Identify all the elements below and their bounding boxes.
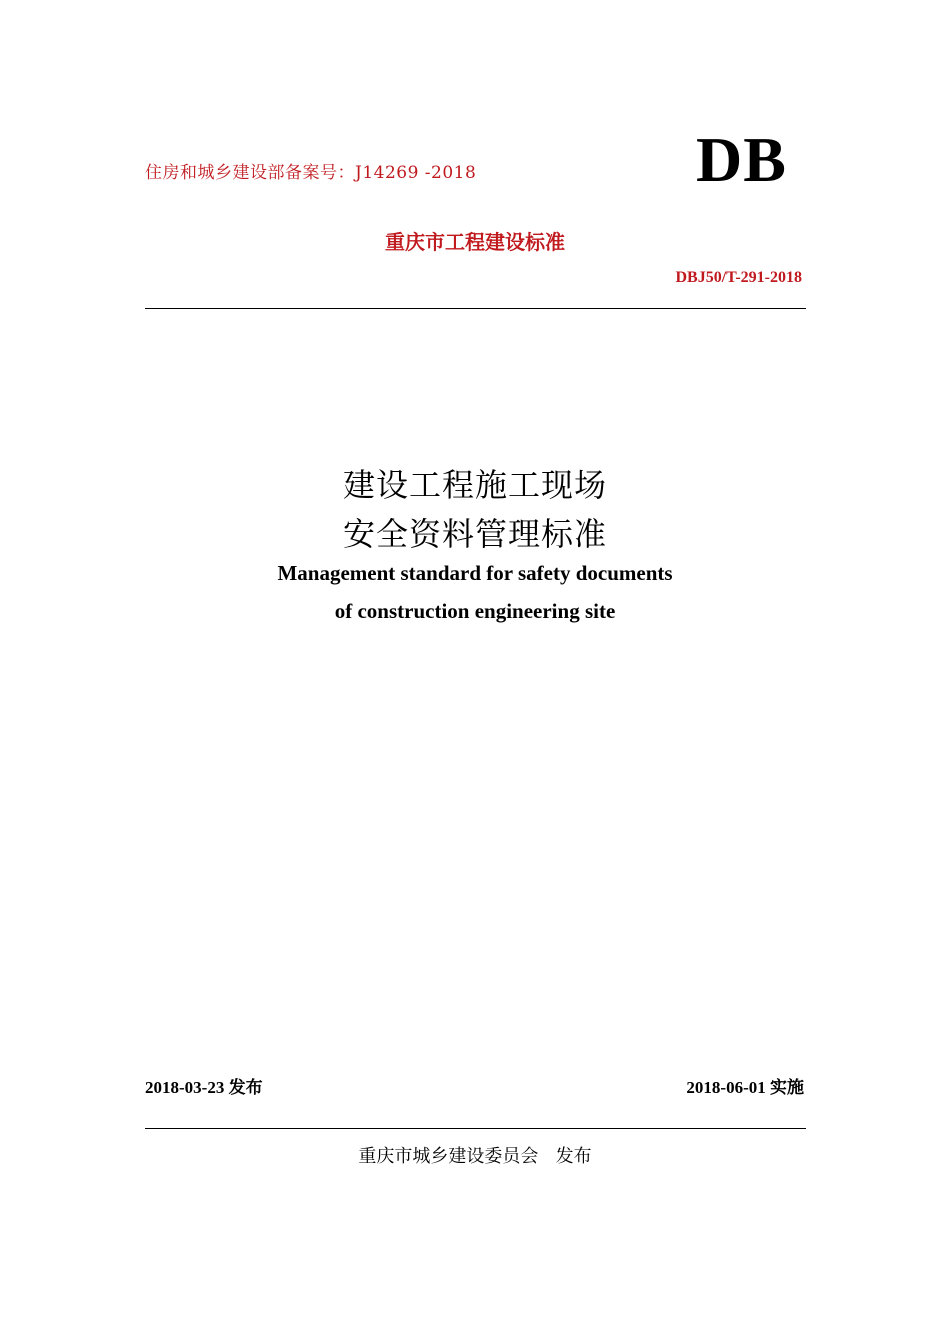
top-divider bbox=[145, 308, 806, 309]
issue-date: 2018-03-23 发布 bbox=[145, 1078, 263, 1097]
standard-code: DBJ50/T-291-2018 bbox=[675, 269, 802, 286]
db-logo: DB bbox=[696, 124, 787, 195]
title-en-line2: of construction engineering site bbox=[334, 599, 616, 623]
effective-date: 2018-06-01 实施 bbox=[686, 1078, 804, 1097]
title-cn-line2: 安全资料管理标准 bbox=[342, 515, 607, 553]
standard-type: 重庆市工程建设标准 bbox=[385, 230, 565, 254]
bottom-divider bbox=[145, 1128, 806, 1129]
title-cn-line1: 建设工程施工现场 bbox=[342, 466, 607, 504]
record-number: 住房和城乡建设部备案号：J14269 -2018 bbox=[145, 163, 477, 183]
title-en-line1: Management standard for safety documents bbox=[277, 561, 673, 585]
publisher: 重庆市城乡建设委员会 发布 bbox=[358, 1146, 592, 1167]
